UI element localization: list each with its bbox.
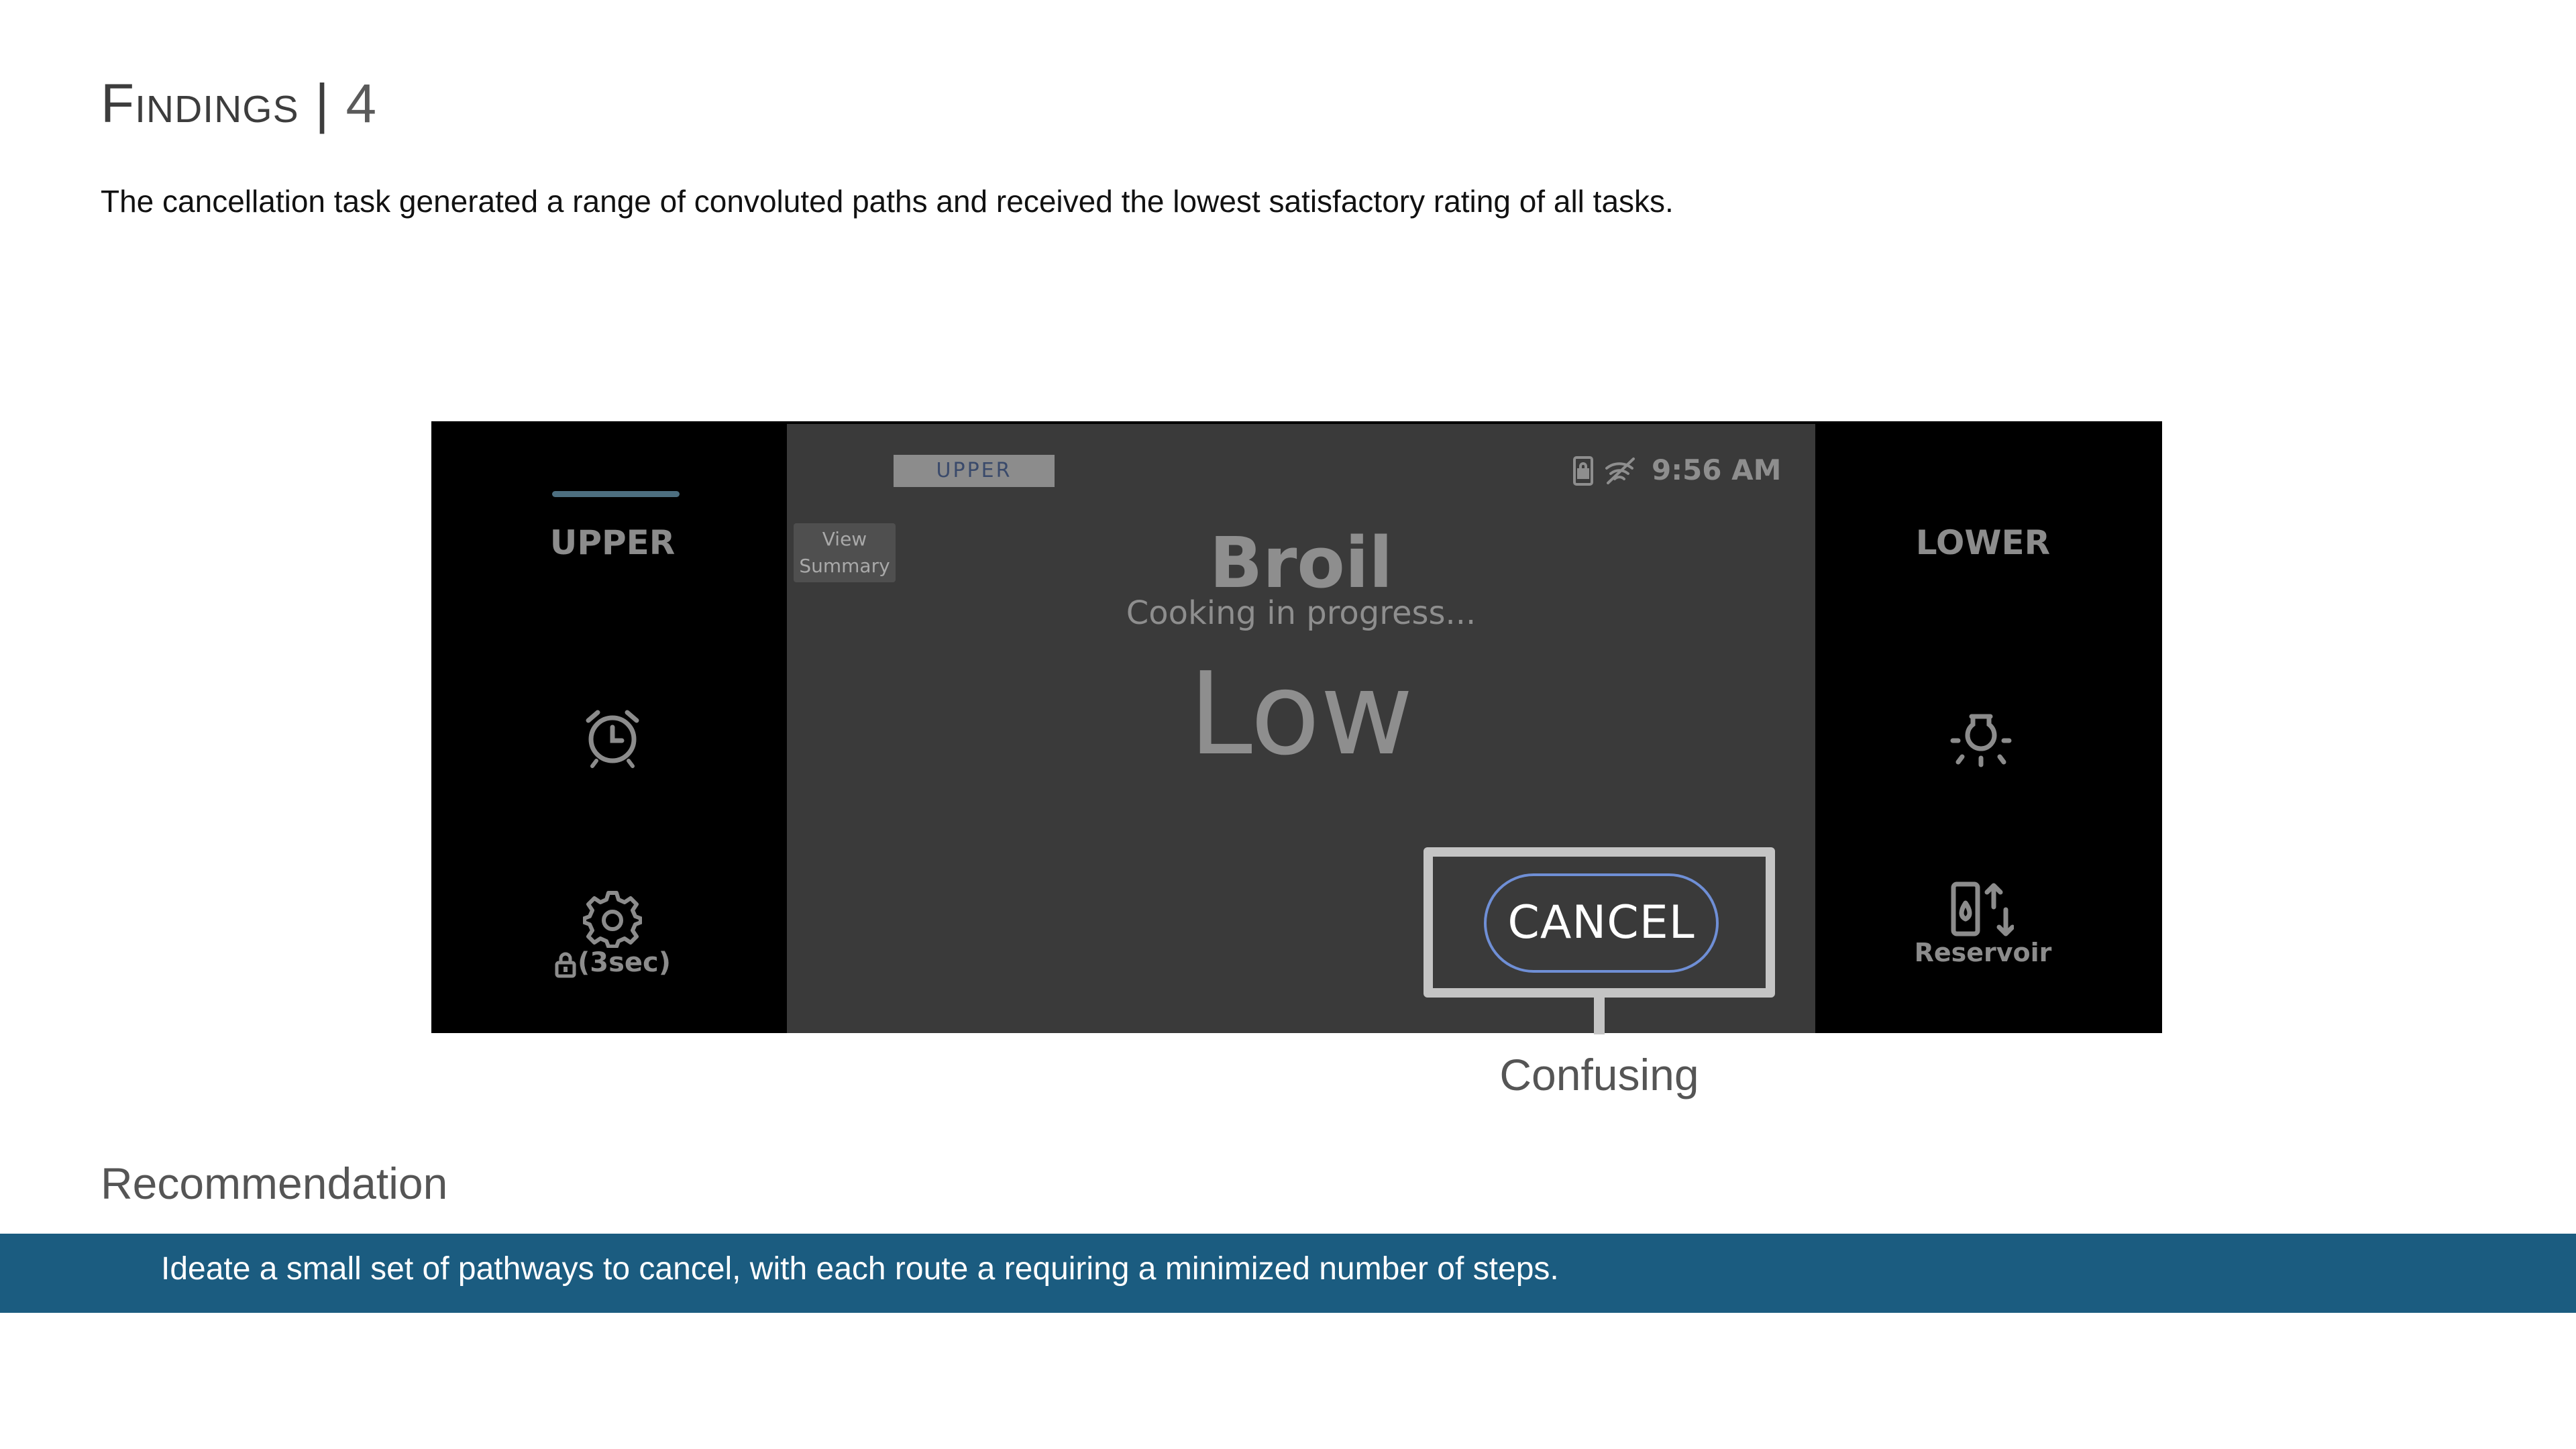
lower-oven-button[interactable]: LOWER <box>1915 523 2051 562</box>
lightbulb-icon[interactable] <box>1947 702 2015 769</box>
cancel-button[interactable]: CANCEL <box>1484 873 1719 973</box>
door-lock-icon <box>1574 458 1592 484</box>
alarm-clock-icon[interactable] <box>579 703 646 770</box>
left-column <box>431 421 787 1033</box>
title-word: Findings <box>101 73 299 134</box>
recommendation-text: Ideate a small set of pathways to cancel, with each route a requiring a minimized number of steps. <box>161 1251 1559 1287</box>
lock-duration-label: (3sec) <box>578 947 672 978</box>
reservoir-icon[interactable] <box>1949 880 2014 941</box>
broil-level: Low <box>1189 648 1413 781</box>
view-summary-line1: View <box>822 528 867 550</box>
clock-time: 9:56 AM <box>1652 453 1782 486</box>
title-number: 4 <box>345 73 378 134</box>
wifi-off-icon <box>1607 459 1633 483</box>
upper-oven-button[interactable]: UPPER <box>549 523 676 562</box>
cooking-mode: Broil <box>1209 522 1393 604</box>
upper-active-indicator <box>552 491 680 497</box>
intro-text: The cancellation task generated a range of convoluted paths and received the lowest satisfactory rating of all tasks. <box>101 184 1674 219</box>
gear-icon[interactable] <box>583 889 642 948</box>
right-column <box>1815 421 2162 1033</box>
upper-badge: UPPER <box>894 455 1055 487</box>
status-icons <box>1572 455 1644 487</box>
callout-stem <box>1594 997 1605 1034</box>
reservoir-label: Reservoir <box>1914 938 2052 967</box>
callout-label: Confusing <box>1499 1050 1699 1099</box>
title-separator: | <box>315 73 330 134</box>
slide-title <box>101 72 377 136</box>
cooking-status: Cooking in progress... <box>1126 594 1477 632</box>
view-summary-line2: Summary <box>799 555 890 577</box>
lock-icon <box>555 951 576 978</box>
recommendation-heading: Recommendation <box>101 1159 448 1208</box>
